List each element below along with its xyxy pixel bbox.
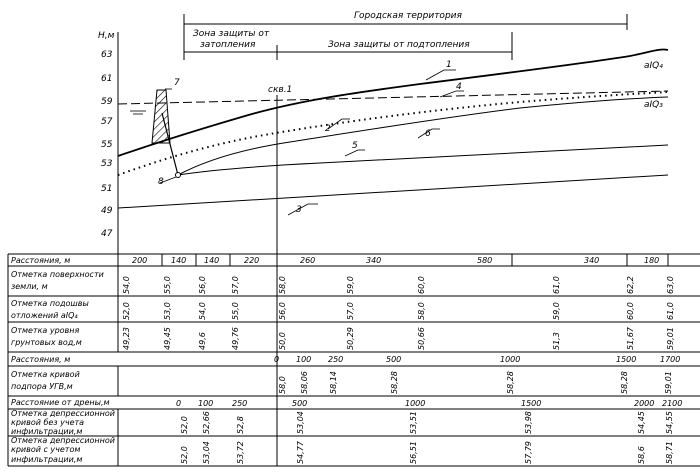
table-value-cell: 49,23	[122, 327, 131, 350]
table-value-cell: 57,0	[231, 276, 240, 294]
dist-cell: 340	[584, 256, 600, 265]
table-value-cell: 53,04	[202, 441, 211, 464]
table-value-cell: 55,0	[163, 276, 172, 294]
table-value-cell: 58,06	[300, 371, 309, 394]
label-5: 5	[352, 141, 358, 151]
label-6: 6	[425, 129, 431, 139]
table-value-cell: 51,67	[626, 327, 635, 350]
table-value-cell: 53,0	[163, 302, 172, 320]
table-value-cell: 55,0	[231, 302, 240, 320]
profile-curves	[118, 49, 668, 258]
dist-cell: 200	[132, 256, 148, 265]
table-value-cell: 49,6	[198, 332, 207, 350]
table-value-cell: 50,29	[346, 327, 355, 350]
y-tick-59: 59	[101, 97, 113, 107]
row-title-gw-1: Отметка уровня	[11, 326, 80, 335]
drain-dist-cell: 0	[176, 399, 182, 408]
table-value-cell: 54,55	[665, 411, 674, 434]
drain-dist-cell: 500	[292, 399, 308, 408]
table-value-cell: 60,0	[417, 276, 426, 294]
dist2-cell: 500	[386, 355, 402, 364]
table-value-cell: 60,0	[626, 302, 635, 320]
territory-label: Городская территория	[354, 11, 462, 21]
dist-cell: 580	[477, 256, 493, 265]
row-distances-1	[132, 256, 659, 265]
table-value-cell: 58,28	[390, 371, 399, 394]
table-value-cell: 49,45	[163, 327, 172, 350]
row-title-dep-no-1: Отметка депрессионной	[11, 409, 115, 418]
row-title-dep-with-3: инфильтрации,м	[11, 455, 83, 464]
drain-dist-cell: 1000	[405, 399, 426, 408]
drain-dist-cell: 250	[232, 399, 248, 408]
row-distances-2	[274, 355, 680, 364]
table-value-cell: 52,0	[180, 446, 189, 464]
table-value-cell: 52,66	[202, 411, 211, 434]
table-value-cell: 58,0	[278, 376, 287, 394]
layer-top-label: aIQ₄	[644, 61, 663, 71]
drain-dist-cell: 100	[198, 399, 214, 408]
dist-cell: 140	[204, 256, 220, 265]
table-value-cell: 49,76	[231, 327, 240, 350]
table-value-cell: 53,04	[296, 411, 305, 434]
ground-surface-line	[118, 49, 668, 156]
table-value-cell: 59,01	[666, 327, 675, 350]
dist2-cell: 1000	[500, 355, 521, 364]
table-value-cell: 58,0	[417, 302, 426, 320]
table-value-cell: 54,0	[122, 276, 131, 294]
row-title-gw-2: грунтовых вод,м	[11, 338, 82, 347]
dist-cell: 340	[366, 256, 382, 265]
y-axis-title: Н,м	[98, 31, 115, 41]
table-value-cell: 52,0	[122, 302, 131, 320]
row-title-dep-no-3: инфильтрации,м	[11, 427, 83, 436]
row-title-ground-2: земли, м	[11, 282, 48, 291]
table-value-cell: 54,77	[296, 441, 305, 464]
layer-bottom-label: aIQ₃	[644, 100, 663, 110]
y-tick-53: 53	[101, 159, 113, 169]
table-value-cell: 54,45	[637, 411, 646, 434]
table-value-cell: 51,3	[552, 332, 561, 350]
label-8: 8	[158, 177, 164, 187]
row-title-dep-with-2: кривой с учетом	[11, 445, 81, 454]
table-value-cell: 53,51	[409, 411, 418, 434]
table-value-cell: 58,28	[506, 371, 515, 394]
zone-flood-label-1: Зона защиты от	[193, 29, 270, 39]
row-title-ground-1: Отметка поверхности	[11, 270, 104, 279]
y-tick-47: 47	[101, 229, 113, 239]
table-value-cell: 58,71	[665, 441, 674, 464]
table-value-cell: 52,0	[180, 416, 189, 434]
table-value-cell: 53,72	[236, 441, 245, 464]
row-title-base-1: Отметка подошвы	[11, 299, 89, 308]
table-value-cell: 59,0	[346, 276, 355, 294]
table-value-cell: 54,0	[198, 302, 207, 320]
well-label: скв.1	[268, 85, 293, 95]
label-4: 4	[456, 82, 462, 92]
zone-flood-label-2: затопления	[200, 40, 256, 50]
dotted-line	[118, 92, 668, 175]
label-1: 1	[446, 60, 452, 70]
table-value-cell: 56,51	[409, 441, 418, 464]
dam-icon	[152, 90, 170, 143]
table-value-cell: 53,98	[524, 411, 533, 434]
y-tick-51: 51	[101, 184, 113, 194]
table-value-cell: 56,0	[198, 276, 207, 294]
y-tick-63: 63	[101, 50, 113, 60]
row-drain-distances	[176, 399, 682, 408]
row-title-distance-1: Расстояния, м	[11, 256, 71, 265]
table-row-titles	[11, 256, 115, 464]
row-title-backwater-2: подпора УГВ,м	[11, 382, 73, 391]
drain-dist-cell: 2100	[662, 399, 683, 408]
table-value-cell: 61,0	[666, 302, 675, 320]
dist-cell: 140	[171, 256, 187, 265]
y-tick-49: 49	[101, 206, 113, 216]
table-value-cell: 58,6	[637, 446, 646, 464]
table-value-cell: 52,8	[236, 416, 245, 434]
row-title-dep-no-2: кривой без учета	[11, 418, 85, 427]
zone-underflood-label: Зона защиты от подтопления	[328, 40, 470, 50]
table-value-cell: 59,0	[552, 302, 561, 320]
dist-cell: 180	[644, 256, 660, 265]
table-value-cell: 59,01	[664, 371, 673, 394]
table-value-cell: 57,0	[346, 302, 355, 320]
row-title-drain-distance: Расстояние от дрены,м	[11, 398, 110, 407]
drain-dist-cell: 2000	[634, 399, 655, 408]
dist2-cell: 100	[296, 355, 312, 364]
y-axis	[98, 31, 118, 254]
dist2-cell: 1500	[616, 355, 637, 364]
row-title-distance-2: Расстояния, м	[11, 355, 71, 364]
row-title-base-2: отложений aIQ₄	[11, 311, 78, 320]
table-value-cell: 57,79	[524, 441, 533, 464]
y-tick-55: 55	[101, 140, 113, 150]
table-value-cell: 50,0	[278, 332, 287, 350]
y-tick-57: 57	[101, 117, 113, 127]
table-value-cell: 58,0	[278, 276, 287, 294]
label-2: 2	[325, 124, 331, 134]
drain-marker-icon	[176, 173, 181, 178]
dist2-cell: 0	[274, 355, 280, 364]
label-7: 7	[174, 78, 180, 88]
dist2-cell: 250	[328, 355, 344, 364]
row-title-dep-with-1: Отметка депрессионной	[11, 436, 115, 445]
drain-dist-cell: 1500	[521, 399, 542, 408]
dist2-cell: 1700	[660, 355, 681, 364]
table-value-cell: 63,0	[666, 276, 675, 294]
groundwater-line-3	[118, 175, 668, 208]
table-value-cell: 58,14	[329, 371, 338, 394]
dist-cell: 220	[244, 256, 260, 265]
table-value-cell: 61,0	[552, 276, 561, 294]
row-title-backwater-1: Отметка кривой	[11, 370, 80, 379]
y-tick-61: 61	[101, 74, 113, 84]
water-surface-icon	[130, 111, 146, 114]
label-3: 3	[296, 205, 302, 215]
table-value-cell: 56,0	[278, 302, 287, 320]
table-value-cell: 58,28	[620, 371, 629, 394]
table-value-cell: 62,2	[626, 276, 635, 294]
depression-curve-6	[178, 97, 668, 175]
table-value-cell: 50,66	[417, 327, 426, 350]
dist-cell: 260	[300, 256, 316, 265]
